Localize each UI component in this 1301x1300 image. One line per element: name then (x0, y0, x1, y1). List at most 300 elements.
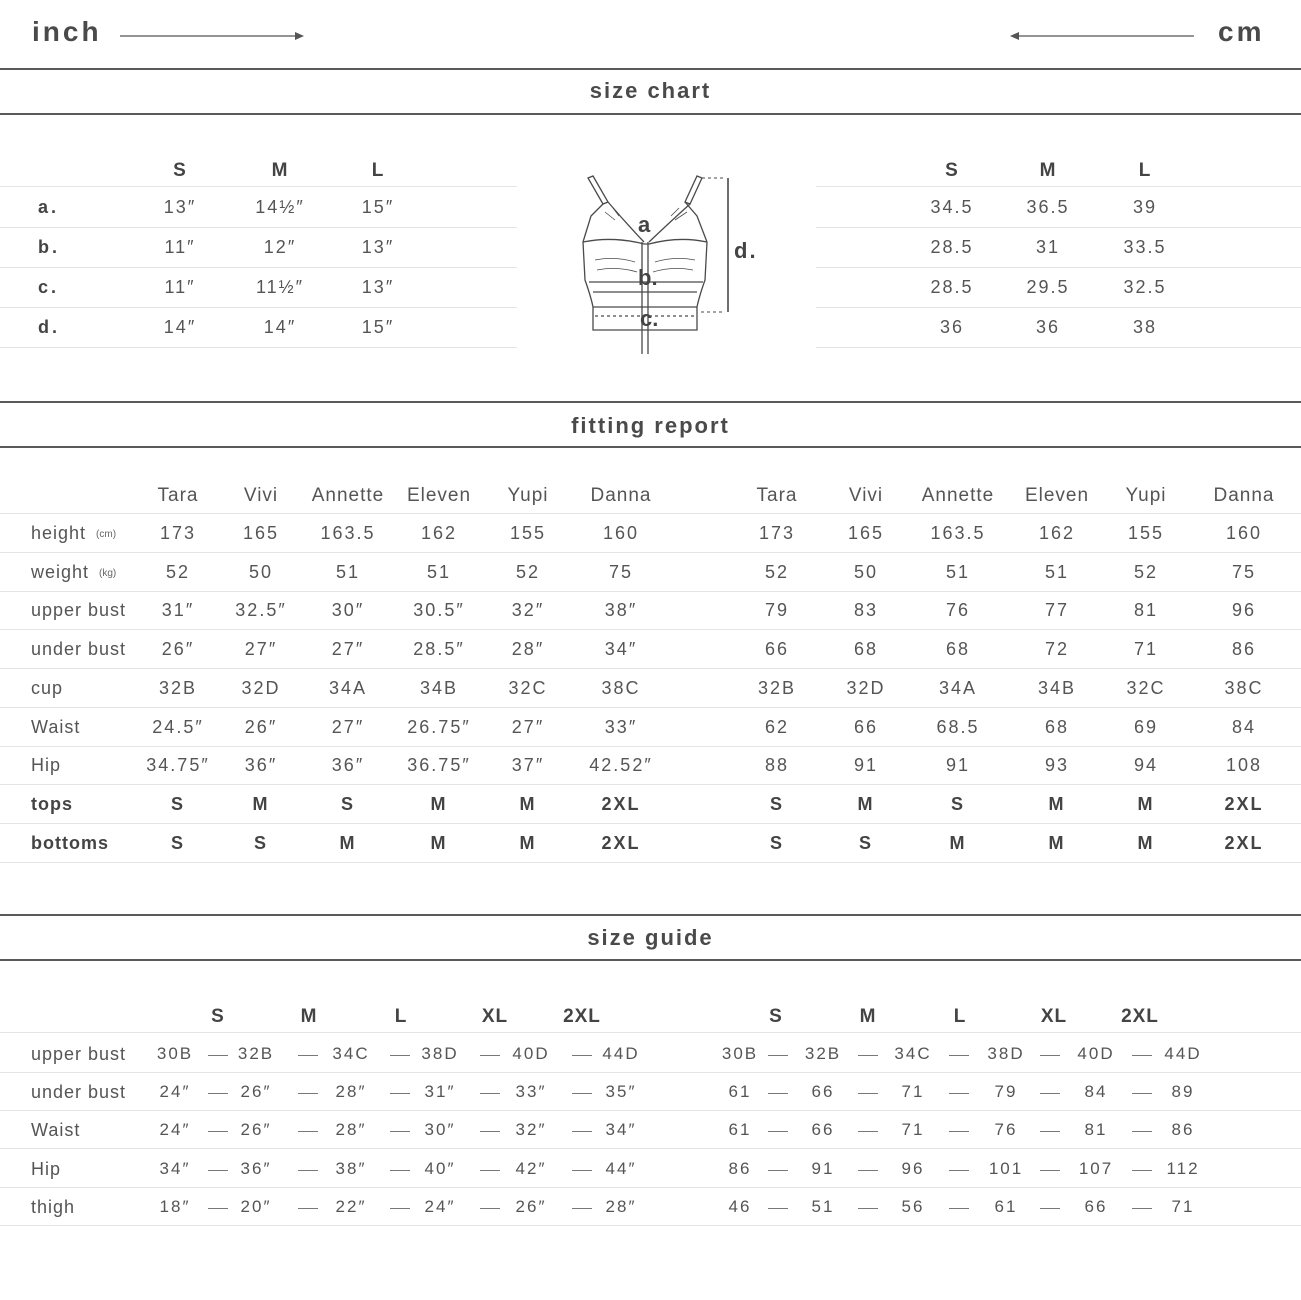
fitting-value-cm: 72 (1044, 639, 1070, 660)
guide-value-cm: 76 (994, 1120, 1018, 1140)
fitting-value-cm: 108 (1225, 755, 1263, 776)
size-value-cm: 36.5 (1026, 197, 1070, 217)
guide-value-inch: 32B (237, 1044, 275, 1063)
guide-value-cm: 66 (811, 1082, 835, 1102)
range-dash (1132, 1093, 1152, 1094)
fitting-row-label: Hip (31, 755, 62, 776)
fitting-value-cm: 68 (945, 639, 971, 660)
guide-value-cm: 38D (987, 1044, 1025, 1063)
range-dash (949, 1131, 969, 1132)
fitting-value-inch: M (252, 793, 270, 814)
size-chart-title: size chart (589, 78, 712, 103)
fitting-value-inch: M (519, 832, 537, 853)
arrow-left-icon (1010, 29, 1194, 41)
guide-value-cm: 79 (994, 1082, 1018, 1102)
fitting-value-cm: 69 (1133, 716, 1159, 737)
guide-value-inch: 44″ (605, 1158, 637, 1178)
range-dash (1040, 1055, 1060, 1056)
fitting-value-inch: 27″ (331, 716, 365, 737)
fitting-row-label: tops (31, 793, 73, 814)
fitting-value-inch: 28″ (511, 639, 545, 660)
guide-value-inch: 34″ (159, 1158, 191, 1178)
guide-value-inch: 44D (602, 1044, 640, 1063)
range-dash (208, 1055, 228, 1056)
range-dash (1040, 1170, 1060, 1171)
guide-row-label: thigh (31, 1196, 76, 1217)
fitting-value-inch: M (430, 793, 448, 814)
guide-value-cm: 40D (1077, 1044, 1115, 1063)
guide-value-cm: 89 (1171, 1082, 1195, 1102)
size-value-cm: 31 (1035, 237, 1061, 257)
row-divider (0, 267, 517, 268)
fitting-value-inch: 28.5″ (413, 639, 465, 660)
measure-label: a. (38, 197, 60, 217)
model-name-inch: Eleven (406, 485, 472, 506)
row-divider (0, 746, 1301, 747)
divider (0, 113, 1301, 115)
size-value-cm: 38 (1132, 317, 1158, 337)
guide-value-inch: 34C (332, 1044, 370, 1063)
fitting-report-title: fitting report (571, 413, 730, 438)
model-name-cm: Eleven (1024, 485, 1090, 506)
size-value-inch: 13″ (361, 237, 395, 257)
fitting-value-inch: 2XL (601, 832, 641, 853)
guide-value-inch: 22″ (335, 1196, 367, 1216)
guide-value-cm: 91 (811, 1158, 835, 1178)
fitting-value-cm: 71 (1133, 639, 1159, 660)
guide-value-inch: 18″ (159, 1196, 191, 1216)
diagram-label-b: b. (638, 265, 658, 290)
size-header-inch: S (173, 160, 187, 181)
fitting-value-cm: 66 (764, 639, 790, 660)
row-divider (0, 823, 1301, 824)
fitting-value-inch: S (340, 793, 356, 814)
range-dash (1040, 1131, 1060, 1132)
size-value-inch: 11″ (164, 277, 196, 297)
fitting-value-cm: 32C (1126, 677, 1166, 698)
range-dash (390, 1093, 410, 1094)
row-divider (816, 267, 1301, 268)
fitting-value-cm: 173 (758, 523, 796, 543)
range-dash (480, 1208, 500, 1209)
fitting-row-label: cup (31, 677, 64, 698)
row-divider (0, 591, 1301, 592)
fitting-value-inch: 26″ (244, 716, 278, 737)
fitting-value-cm: 68 (1044, 716, 1070, 737)
size-value-inch: 11½″ (255, 277, 305, 297)
fitting-value-cm: 162 (1038, 523, 1076, 543)
guide-value-cm: 56 (901, 1196, 925, 1216)
range-dash (768, 1055, 788, 1056)
guide-value-inch: 32″ (515, 1120, 547, 1140)
guide-value-cm: 66 (811, 1120, 835, 1140)
model-name-inch: Yupi (507, 485, 549, 506)
range-dash (390, 1208, 410, 1209)
fitting-value-cm: 75 (1231, 561, 1257, 582)
model-name-cm: Annette (921, 485, 995, 506)
size-header-cm: S (945, 160, 959, 181)
range-dash (768, 1208, 788, 1209)
diagram-label-a: a (638, 212, 651, 237)
fitting-value-cm: 38C (1224, 677, 1264, 698)
fitting-value-cm: 79 (764, 600, 790, 621)
size-value-inch: 15″ (361, 317, 395, 337)
guide-value-cm: 84 (1084, 1082, 1108, 1102)
fitting-row-label: upper bust (31, 600, 127, 621)
range-dash (572, 1170, 592, 1171)
size-header-cm: L (1138, 160, 1152, 181)
guide-value-cm: 107 (1078, 1158, 1114, 1178)
guide-value-cm: 71 (1171, 1196, 1195, 1216)
fitting-value-cm: 2XL (1224, 793, 1264, 814)
guide-value-cm: 86 (1171, 1120, 1195, 1140)
guide-value-inch: 36″ (240, 1158, 272, 1178)
fitting-value-cm: 94 (1133, 755, 1159, 776)
row-divider (0, 186, 517, 187)
fitting-value-inch: 155 (509, 523, 547, 543)
range-dash (768, 1170, 788, 1171)
fitting-value-inch: 163.5 (320, 523, 376, 543)
fitting-value-cm: 62 (764, 716, 790, 737)
row-divider (816, 186, 1301, 187)
guide-value-cm: 30B (721, 1044, 759, 1063)
fitting-value-inch: 34B (419, 677, 459, 698)
range-dash (768, 1131, 788, 1132)
fitting-value-cm: 32B (757, 677, 797, 698)
size-header-cm: M (1039, 160, 1057, 181)
row-divider (0, 784, 1301, 785)
row-divider (0, 629, 1301, 630)
guide-size-header-cm: S (769, 1006, 783, 1027)
range-dash (572, 1093, 592, 1094)
divider (0, 959, 1301, 961)
fitting-value-cm: 77 (1044, 600, 1070, 621)
fitting-value-cm: 66 (853, 716, 879, 737)
fitting-value-cm: 68.5 (936, 716, 980, 737)
range-dash (858, 1093, 878, 1094)
guide-row-label: Hip (31, 1158, 62, 1179)
fitting-value-inch: 50 (248, 561, 274, 582)
range-dash (572, 1055, 592, 1056)
divider (0, 68, 1301, 70)
model-name-cm: Vivi (848, 485, 884, 506)
fitting-value-inch: 51 (335, 561, 361, 582)
row-divider (0, 862, 1301, 863)
fitting-value-inch: 2XL (601, 793, 641, 814)
fitting-value-cm: 76 (945, 600, 971, 621)
guide-size-header-cm: XL (1040, 1006, 1068, 1027)
guide-value-inch: 24″ (159, 1082, 191, 1102)
fitting-value-inch: 27″ (244, 639, 278, 660)
fitting-value-inch: 36.75″ (407, 755, 471, 776)
fitting-value-inch: 165 (242, 523, 280, 543)
fitting-row-label: under bust (31, 639, 127, 660)
fitting-value-cm: 86 (1231, 639, 1257, 660)
fitting-value-cm: 52 (1133, 561, 1159, 582)
guide-value-cm: 112 (1166, 1158, 1200, 1178)
range-dash (390, 1131, 410, 1132)
range-dash (858, 1131, 878, 1132)
fitting-value-cm: 34B (1037, 677, 1077, 698)
size-value-cm: 29.5 (1026, 277, 1070, 297)
fitting-value-cm: M (1137, 793, 1155, 814)
range-dash (298, 1208, 318, 1209)
row-divider (0, 347, 517, 348)
range-dash (949, 1093, 969, 1094)
guide-value-inch: 26″ (515, 1196, 547, 1216)
range-dash (1132, 1208, 1152, 1209)
fitting-value-inch: M (519, 793, 537, 814)
range-dash (572, 1131, 592, 1132)
fitting-value-inch: 36″ (244, 755, 278, 776)
fitting-value-cm: S (769, 832, 785, 853)
fitting-value-inch: 32″ (511, 600, 545, 621)
fitting-value-inch: 52 (165, 561, 191, 582)
fitting-value-cm: S (950, 793, 966, 814)
row-divider (0, 552, 1301, 553)
guide-value-inch: 28″ (335, 1120, 367, 1140)
model-name-inch: Danna (590, 485, 652, 506)
size-value-inch: 15″ (361, 197, 395, 217)
guide-value-cm: 61 (728, 1120, 752, 1140)
fitting-value-inch: S (170, 832, 186, 853)
fitting-value-inch: 32C (508, 677, 548, 698)
fitting-value-inch: 38″ (604, 600, 638, 621)
range-dash (1132, 1055, 1152, 1056)
range-dash (572, 1208, 592, 1209)
size-value-cm: 28.5 (930, 237, 974, 257)
guide-value-inch: 31″ (424, 1082, 456, 1102)
fitting-value-inch: S (170, 793, 186, 814)
divider (0, 914, 1301, 916)
guide-value-cm: 61 (994, 1196, 1018, 1216)
fitting-value-cm: M (857, 793, 875, 814)
range-dash (298, 1170, 318, 1171)
fitting-value-cm: M (1137, 832, 1155, 853)
guide-row-label: Waist (31, 1120, 81, 1141)
fitting-value-cm: 51 (945, 561, 971, 582)
guide-value-cm: 46 (728, 1196, 752, 1216)
fitting-value-cm: 50 (853, 561, 879, 582)
range-dash (208, 1093, 228, 1094)
guide-size-header-cm: L (953, 1006, 967, 1027)
model-name-cm: Danna (1213, 485, 1275, 506)
fitting-value-cm: S (769, 793, 785, 814)
fitting-value-cm: 160 (1225, 523, 1263, 543)
row-divider (0, 668, 1301, 669)
range-dash (1132, 1131, 1152, 1132)
guide-value-cm: 101 (988, 1158, 1024, 1178)
guide-value-cm: 51 (811, 1196, 835, 1216)
size-value-inch: 11″ (164, 237, 196, 257)
unit-note: (kg) (99, 567, 117, 579)
guide-value-cm: 44D (1164, 1044, 1202, 1063)
fitting-value-cm: 96 (1231, 600, 1257, 621)
guide-row-label: under bust (31, 1082, 127, 1103)
fitting-row-label: bottoms (31, 832, 109, 853)
guide-size-header-inch: S (211, 1006, 225, 1027)
guide-row-label: upper bust (31, 1044, 127, 1064)
garment-diagram (575, 172, 765, 357)
fitting-value-inch: 31″ (161, 600, 195, 621)
range-dash (390, 1055, 410, 1056)
fitting-value-cm: M (949, 832, 967, 853)
row-divider (0, 707, 1301, 708)
fitting-value-inch: 52 (515, 561, 541, 582)
size-value-cm: 36 (1035, 317, 1061, 337)
fitting-value-cm: 91 (945, 755, 971, 776)
fitting-row-label: Waist (31, 716, 81, 737)
range-dash (858, 1208, 878, 1209)
fitting-value-cm: 163.5 (930, 523, 986, 543)
unit-cm-label: cm (1218, 16, 1265, 47)
fitting-value-inch: 173 (159, 523, 197, 543)
fitting-value-inch: M (339, 832, 357, 853)
size-value-cm: 33.5 (1123, 237, 1167, 257)
fitting-value-inch: 75 (608, 561, 634, 582)
fitting-value-inch: 34″ (604, 639, 638, 660)
fitting-value-cm: 32D (846, 677, 886, 698)
range-dash (298, 1055, 318, 1056)
measure-label: d. (38, 317, 60, 337)
fitting-value-cm: M (1048, 832, 1066, 853)
fitting-value-inch: 32B (158, 677, 198, 698)
fitting-value-inch: 26.75″ (407, 716, 471, 737)
size-header-inch: L (371, 160, 385, 181)
row-divider (0, 1225, 1301, 1226)
guide-value-inch: 33″ (515, 1082, 547, 1102)
range-dash (480, 1131, 500, 1132)
divider (0, 401, 1301, 403)
fitting-value-cm: 88 (764, 755, 790, 776)
fitting-value-inch: 160 (602, 523, 640, 543)
guide-value-inch: 28″ (605, 1196, 637, 1216)
fitting-value-cm: 68 (853, 639, 879, 660)
fitting-value-cm: S (858, 832, 874, 853)
fitting-value-cm: 52 (764, 561, 790, 582)
model-name-inch: Tara (157, 485, 199, 506)
fitting-value-inch: 24.5″ (152, 716, 204, 737)
model-name-cm: Yupi (1125, 485, 1167, 506)
size-value-inch: 13″ (163, 197, 197, 217)
fitting-value-cm: 83 (853, 600, 879, 621)
fitting-value-cm: 155 (1127, 523, 1165, 543)
fitting-value-inch: 30.5″ (413, 600, 465, 621)
fitting-value-cm: 165 (847, 523, 885, 543)
range-dash (298, 1093, 318, 1094)
fitting-value-inch: 162 (420, 523, 458, 543)
fitting-value-cm: 34A (938, 677, 978, 698)
fitting-value-inch: 34.75″ (146, 755, 210, 776)
measure-label: b. (38, 237, 60, 257)
model-name-inch: Annette (311, 485, 385, 506)
guide-value-cm: 96 (901, 1158, 925, 1178)
guide-value-cm: 71 (901, 1120, 925, 1140)
row-divider (816, 307, 1301, 308)
size-value-cm: 32.5 (1123, 277, 1167, 297)
range-dash (1132, 1170, 1152, 1171)
fitting-value-cm: 81 (1133, 600, 1159, 621)
guide-value-inch: 40″ (424, 1158, 456, 1178)
fitting-value-inch: 33″ (604, 716, 638, 737)
range-dash (1040, 1208, 1060, 1209)
row-divider (0, 307, 517, 308)
fitting-value-cm: 93 (1044, 755, 1070, 776)
guide-value-cm: 71 (901, 1082, 925, 1102)
guide-value-inch: 38D (421, 1044, 459, 1063)
row-divider (816, 347, 1301, 348)
fitting-value-inch: 51 (426, 561, 452, 582)
fitting-value-inch: 32D (241, 677, 281, 698)
range-dash (768, 1093, 788, 1094)
guide-size-header-cm: M (859, 1006, 877, 1027)
row-divider (816, 227, 1301, 228)
size-guide-title: size guide (587, 925, 714, 950)
guide-value-inch: 24″ (159, 1120, 191, 1140)
size-value-inch: 13″ (361, 277, 395, 297)
measure-label: c. (38, 277, 60, 297)
guide-value-cm: 61 (728, 1082, 752, 1102)
size-value-inch: 14″ (263, 317, 297, 337)
fitting-value-inch: 30″ (331, 600, 365, 621)
fitting-value-inch: 27″ (511, 716, 545, 737)
guide-value-inch: 35″ (605, 1082, 637, 1102)
guide-value-cm: 34C (894, 1044, 932, 1063)
size-value-inch: 14½″ (255, 197, 305, 217)
fitting-value-inch: 34A (328, 677, 368, 698)
row-divider (0, 1110, 1301, 1111)
size-value-cm: 39 (1132, 197, 1158, 217)
fitting-value-inch: 26″ (161, 639, 195, 660)
fitting-value-cm: 2XL (1224, 832, 1264, 853)
fitting-row-label: weight $^{(kg)}$ (31, 561, 117, 582)
guide-value-inch: 26″ (240, 1120, 272, 1140)
range-dash (208, 1131, 228, 1132)
row-divider (0, 1148, 1301, 1149)
fitting-value-cm: 84 (1231, 716, 1257, 737)
range-dash (949, 1208, 969, 1209)
guide-value-cm: 66 (1084, 1196, 1108, 1216)
range-dash (298, 1131, 318, 1132)
range-dash (208, 1208, 228, 1209)
guide-size-header-inch: M (300, 1006, 318, 1027)
range-dash (858, 1170, 878, 1171)
guide-value-inch: 30″ (424, 1120, 456, 1140)
size-value-cm: 34.5 (930, 197, 974, 217)
diagram-label-c: c. (640, 306, 659, 331)
row-divider (0, 1187, 1301, 1188)
size-value-inch: 12″ (263, 237, 297, 257)
unit-inch-label: inch (32, 16, 102, 47)
range-dash (208, 1170, 228, 1171)
row-divider (0, 227, 517, 228)
row-divider (0, 513, 1301, 514)
guide-value-cm: 81 (1084, 1120, 1108, 1140)
guide-value-cm: 86 (728, 1158, 752, 1178)
guide-value-inch: 40D (512, 1044, 550, 1063)
range-dash (949, 1055, 969, 1056)
model-name-cm: Tara (756, 485, 798, 506)
range-dash (480, 1170, 500, 1171)
fitting-value-cm: 91 (853, 755, 879, 776)
fitting-value-inch: 36″ (331, 755, 365, 776)
guide-value-inch: 20″ (240, 1196, 272, 1216)
fitting-value-inch: 42.52″ (589, 755, 653, 776)
range-dash (949, 1170, 969, 1171)
crop-top-diagram-icon (575, 172, 765, 357)
range-dash (858, 1055, 878, 1056)
fitting-value-cm: 51 (1044, 561, 1070, 582)
